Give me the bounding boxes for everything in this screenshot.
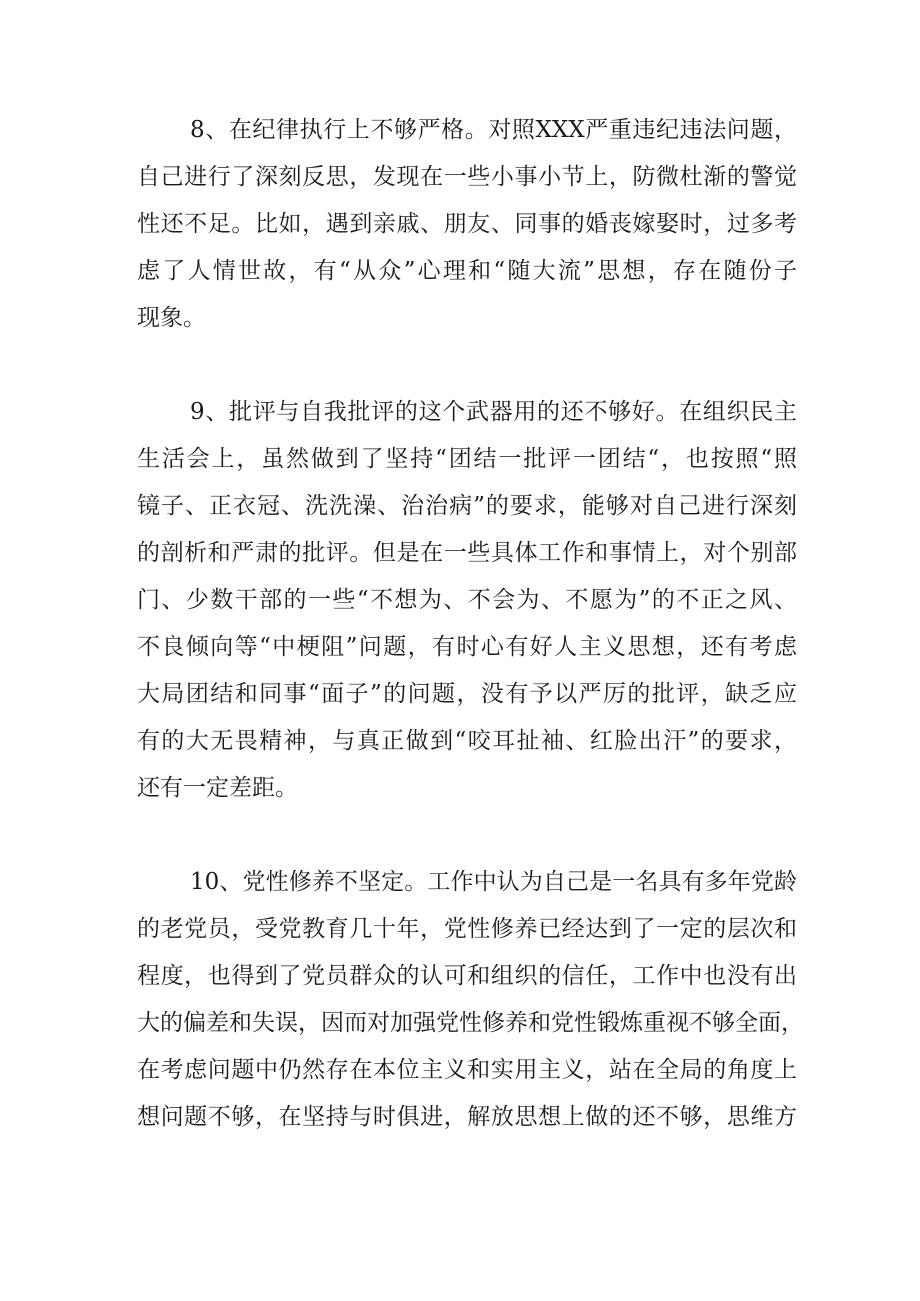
paragraph-line: 现象。 — [137, 305, 206, 331]
paragraph-line: 自己进行了深刻反思，发现在一些小事小节上，防微杜渐的警觉 — [137, 164, 797, 190]
paragraph-line: 虑了人情世故，有“从众”心理和“随大流”思想，存在随份子 — [137, 258, 797, 284]
paragraph-line: 8、在纪律执行上不够严格。对照XXX严重违纪违法问题， — [190, 117, 797, 143]
paragraph-line: 不良倾向等“中梗阻”问题，有时心有好人主义思想，还有考虑 — [137, 634, 797, 660]
paragraph-line: 程度，也得到了党员群众的认可和组织的信任，工作中也没有出 — [137, 963, 797, 989]
paragraph-line: 10、党性修养不坚定。工作中认为自己是一名具有多年党龄 — [190, 869, 797, 895]
paragraph-line: 的剖析和严肃的批评。但是在一些具体工作和事情上，对个别部 — [137, 540, 797, 566]
paragraph-line: 还有一定差距。 — [137, 775, 298, 801]
paragraph-line: 9、批评与自我批评的这个武器用的还不够好。在组织民主 — [190, 399, 797, 425]
paragraph-line: 镜子、正衣冠、洗洗澡、治治病”的要求，能够对自己进行深刻 — [137, 493, 797, 519]
paragraph-line: 大局团结和同事“面子”的问题，没有予以严厉的批评，缺乏应 — [137, 681, 797, 707]
paragraph-line: 有的大无畏精神，与真正做到“咬耳扯袖、红脸出汗”的要求， — [137, 728, 797, 754]
paragraph-line: 门、少数干部的一些“不想为、不会为、不愿为”的不正之风、 — [137, 587, 797, 613]
paragraph-line: 大的偏差和失误，因而对加强党性修养和党性锻炼重视不够全面， — [137, 1010, 804, 1036]
paragraph-line: 在考虑问题中仍然存在本位主义和实用主义，站在全局的角度上 — [137, 1057, 797, 1083]
paragraph-line: 的老党员，受党教育几十年，党性修养已经达到了一定的层次和 — [137, 916, 797, 942]
paragraph-line: 生活会上，虽然做到了坚持“团结一批评一团结“，也按照“照 — [137, 446, 797, 472]
paragraph-line: 想问题不够，在坚持与时俱进，解放思想上做的还不够，思维方 — [137, 1104, 797, 1130]
paragraph-line: 性还不足。比如，遇到亲戚、朋友、同事的婚丧嫁娶时，过多考 — [137, 211, 797, 237]
